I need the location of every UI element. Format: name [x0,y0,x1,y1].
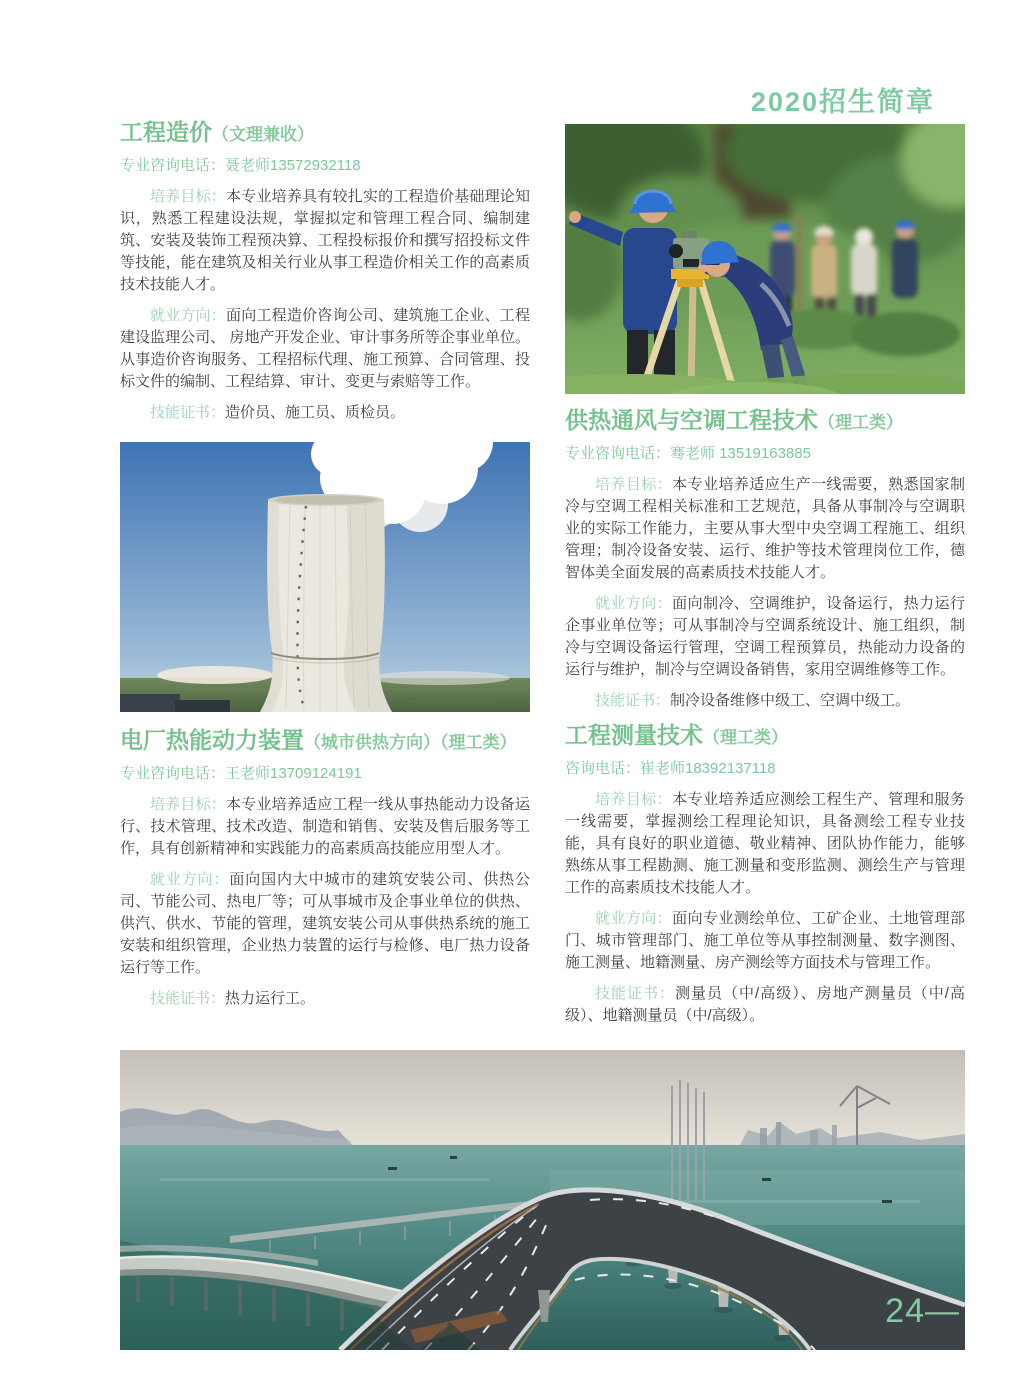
surveyors-illustration [565,124,965,394]
employment-paragraph [565,593,965,681]
paragraph-text: 本专业培养适应测绘工程生产、管理和服务一线需要，掌握测绘工程理论知识，具备测绘工程专业技能，具有良好的职业道德、敬业精神、团队协作能力，能够熟练从事工程勘测、施工测量和变形监测、测绘生产与管理工作的高素质技术技能人才。 [565,791,965,896]
paragraph-label: 技能证书： [150,404,226,421]
major-subtitle: （理工类） [703,728,788,747]
paragraph-label: 培养目标： [595,476,673,493]
paragraph-text: 热力运行工。 [225,990,316,1007]
major-name: 工程测量技术 [565,722,703,748]
paragraph-text: 本专业培养适应生产一线需要，熟悉国家制冷与空调工程相关标准和工艺规范，具备从事制冷与空调职业的实际工作能力，主要从事大型中央空调工程施工、组织管理；制冷设备安装、运行、维护等技术管理岗位工作，德智体美全面发展的高素质技术技能人才。 [565,476,965,581]
major-subtitle: （城市供热方向）（理工类） [304,733,517,752]
consult-phone: 专业咨询电话：骞老师 13519163885 [565,445,811,462]
certificate-paragraph [120,988,530,1010]
objective-paragraph [565,789,965,899]
cooling-tower-photo [120,442,530,712]
brochure-title: 2020招生简章 [750,87,935,117]
section-engineering-survey [565,721,965,1027]
paragraph-text: 面向制冷、空调维护，设备运行，热力运行企事业单位等；可从事制冷与空调系统设计、施工组织，制冷与空调设备运行管理，空调工程预算员，热能动力设备的运行与维护，制冷与空调设备销售，家用空调维修等工作。 [565,595,965,678]
paragraph-text: 面向国内大中城市的建筑安装公司、供热公司、节能公司、热电厂等；可从事城市及企事业单位的供热、供汽、供水、节能的管理，建筑安装公司从事供热系统的施工安装和组织管理，企业热力装置的运行与检修、电厂热力设备运行等工作。 [120,871,530,976]
cooling-tower [260,494,392,712]
major-name: 电厂热能动力装置 [120,727,304,753]
paragraph-text: 本专业培养具有较扎实的工程造价基础理论知识，熟悉工程建设法规，掌握拟定和管理工程合同、编制建筑、安装及装饰工程预决算、工程投标报价和撰写招投标文件等技能，能在建筑及相关行业从事工程造价相关工作的高素质技术技能人才。 [120,188,530,293]
section-engineering-cost [120,118,530,424]
paragraph-text: 测量员（中/高级）、房地产测量员（中/高级）、地籍测量员（中/高级）。 [565,985,965,1024]
consult-phone: 专业咨询电话：王老师13709124191 [120,765,362,782]
right-column [565,118,965,1036]
employment-paragraph [120,869,530,979]
certificate-paragraph [565,983,965,1027]
major-subtitle: （文理兼收） [212,125,314,144]
paragraph-text: 面向专业测绘单位、工矿企业、土地管理部门、城市管理部门、施工单位等从事控制测量、数字测图、施工测量、地籍测量、房产测绘等方面技术与管理工作。 [565,910,965,971]
paragraph-text: 面向工程造价咨询公司、建筑施工企业、工程建设监理公司、 房地产开发企业、审计事务所等企事业单位。从事造价咨询服务、工程招标代理、施工预算、合同管理、投标文件的编制、工程结算、审计、变更与索赔等工作。 [120,307,530,390]
section-title [120,118,530,149]
paragraph-label: 就业方向： [150,871,230,888]
objective-paragraph [120,794,530,860]
left-column [120,118,530,1036]
paragraph-label: 就业方向： [595,910,673,927]
paragraph-label: 培养目标： [150,188,227,205]
paragraph-text: 制冷设备维修中级工、空调中级工。 [670,692,911,709]
certificate-paragraph [565,690,965,712]
section-title [120,726,530,757]
major-subtitle: （理工类） [818,413,903,432]
paragraph-label: 技能证书： [595,985,676,1002]
bridge-photo [120,1050,965,1350]
consult-phone: 咨询电话：崔老师18392137118 [565,760,776,777]
section-hvac [565,406,965,712]
employment-paragraph [120,305,530,393]
consult-phone: 专业咨询电话：聂老师13572932118 [120,157,361,174]
employment-paragraph [565,908,965,974]
certificate-paragraph [120,402,530,424]
objective-paragraph [565,474,965,584]
objective-paragraph [120,186,530,296]
page-number: 24— [885,1292,960,1330]
paragraph-label: 培养目标： [595,791,673,808]
paragraph-label: 技能证书： [150,990,226,1007]
paragraph-label: 就业方向： [595,595,673,612]
paragraph-text: 本专业培养适应工程一线从事热能动力设备运行、技术管理、技术改造、制造和销售、安装及售后服务等工作，具有创新精神和实践能力的高素质高技能应用型人才。 [120,796,530,857]
paragraph-label: 就业方向： [150,307,227,324]
major-name: 工程造价 [120,119,212,145]
paragraph-label: 技能证书： [595,692,671,709]
section-title [565,406,965,437]
cooling-tower-illustration [120,442,530,712]
bridge-illustration [120,1050,965,1350]
major-name: 供热通风与空调工程技术 [565,407,818,433]
paragraph-label: 培养目标： [150,796,227,813]
paragraph-text: 造价员、施工员、质检员。 [225,404,406,421]
section-title [565,721,965,752]
section-power-plant-thermal [120,726,530,1010]
surveyors-photo [565,124,965,394]
